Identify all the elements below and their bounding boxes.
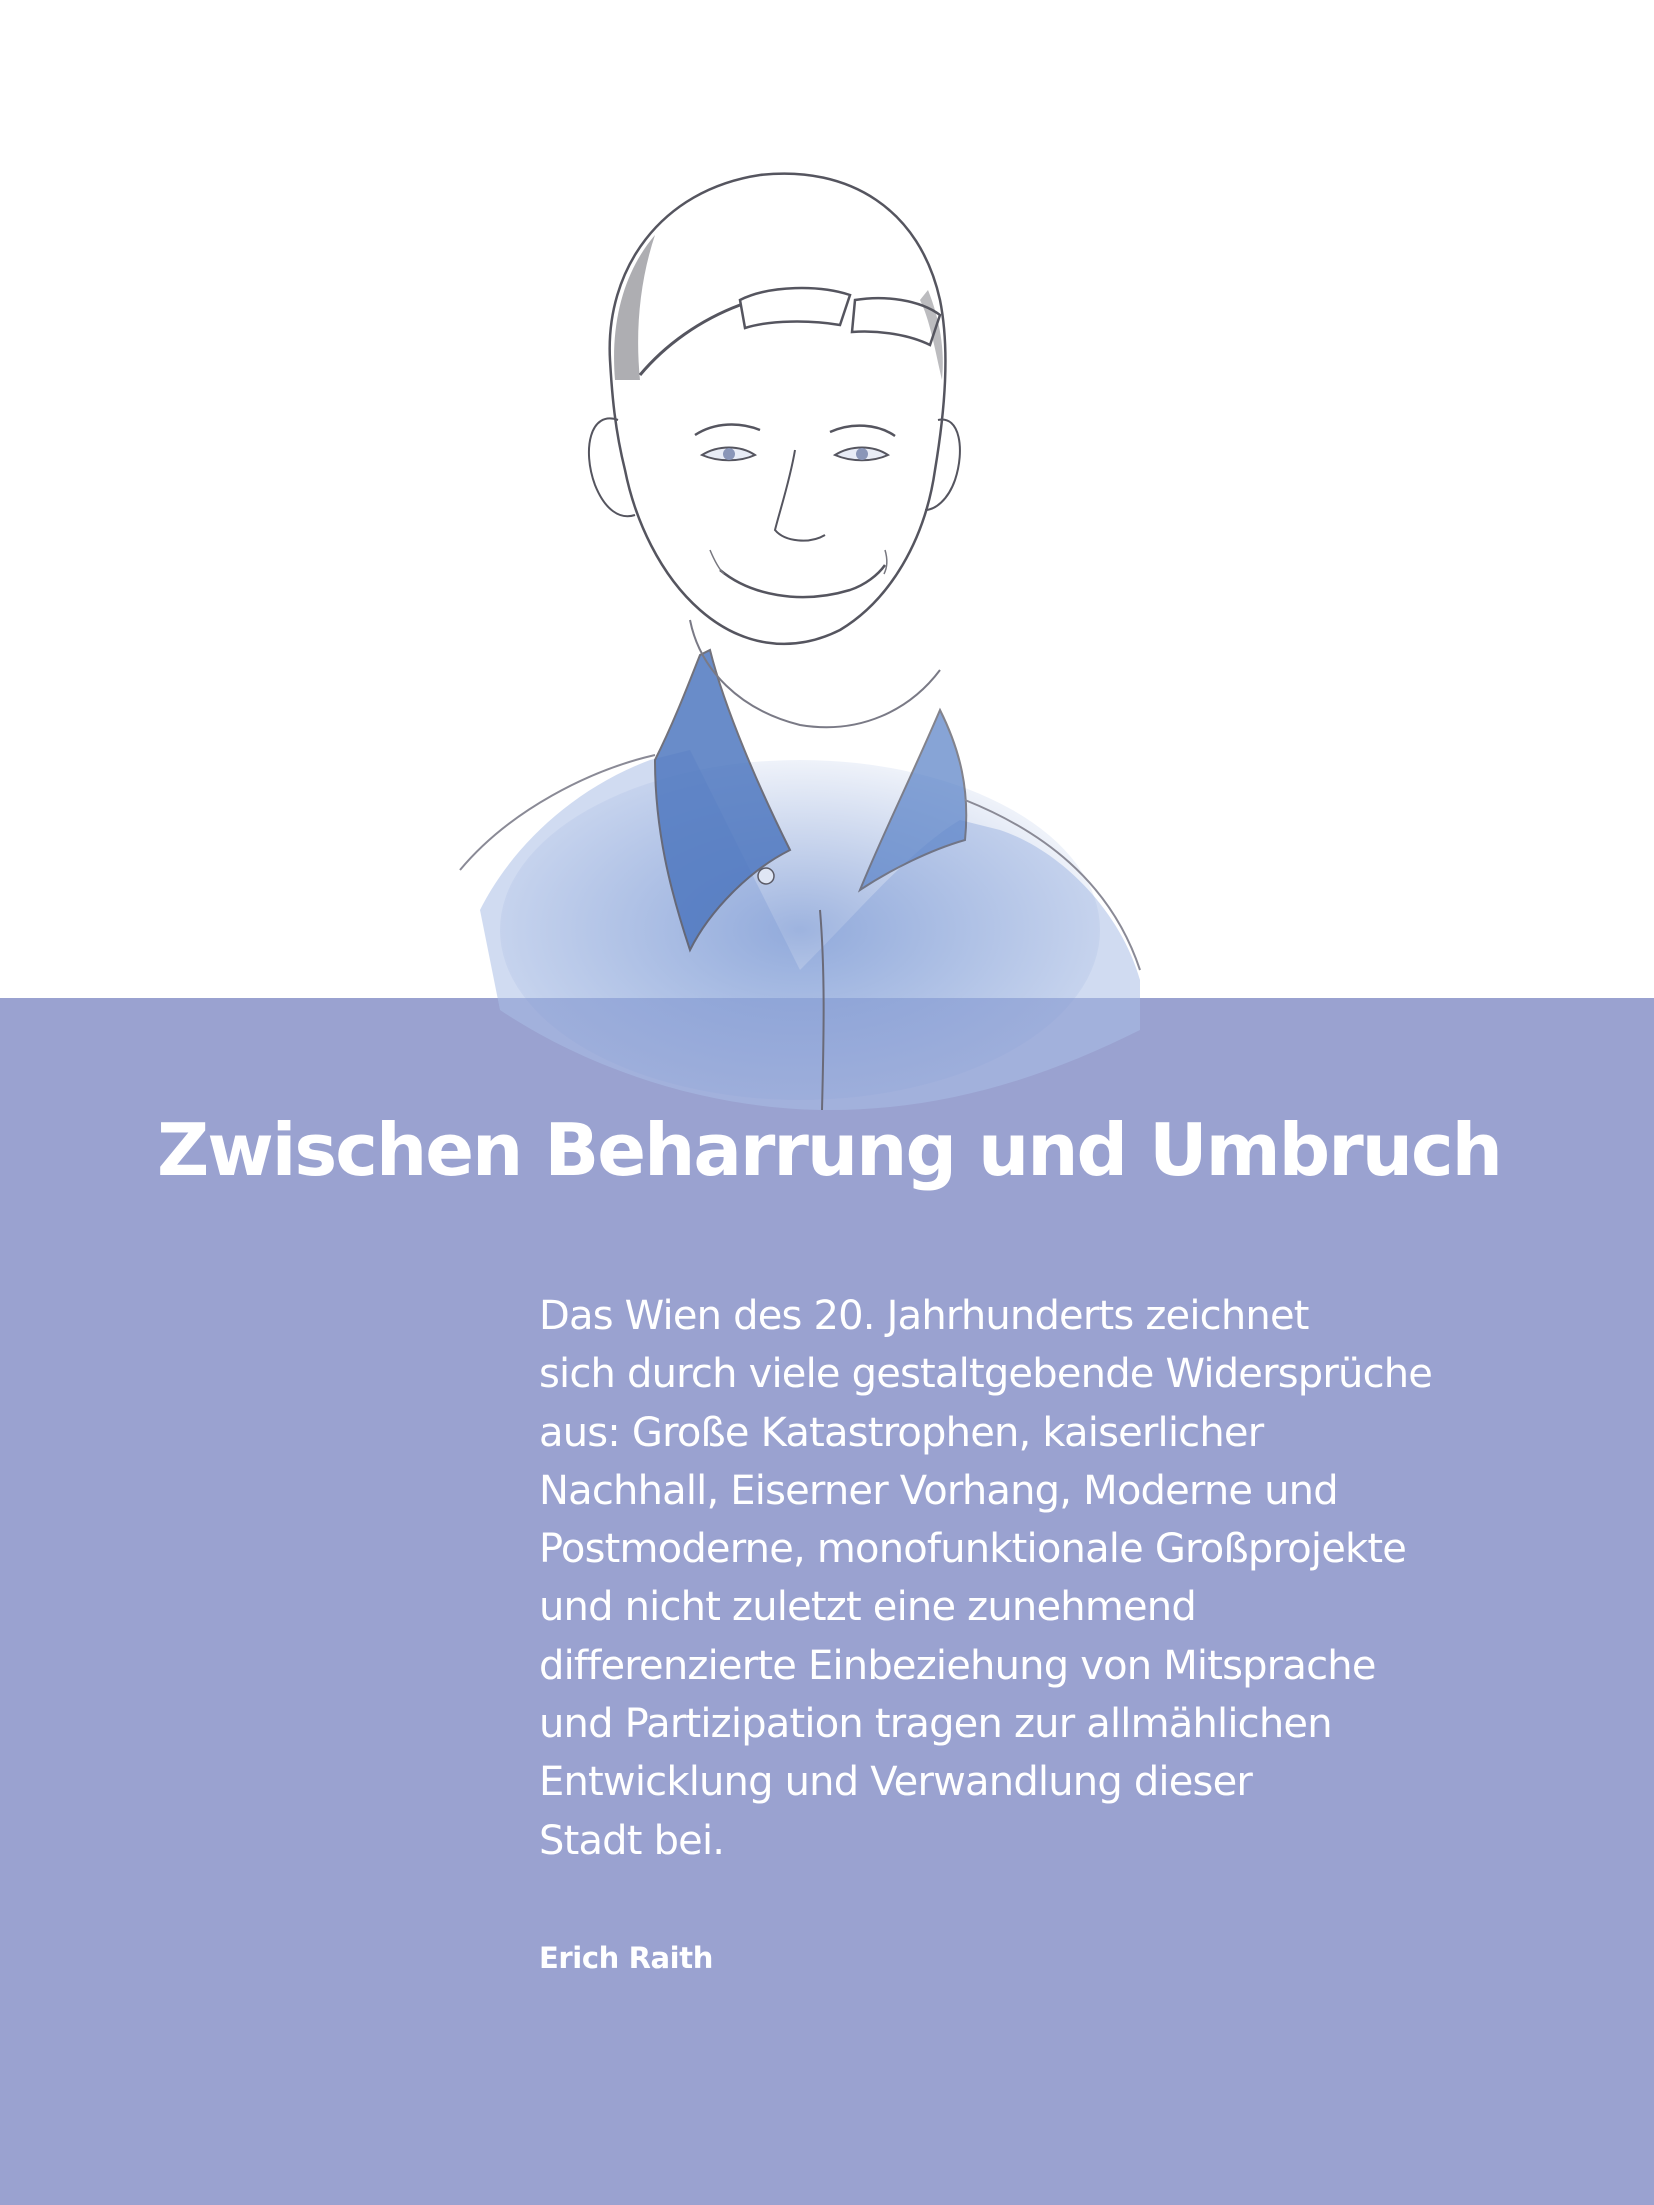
body-text <box>539 1287 1539 1870</box>
body-line: Das Wien des 20. Jahrhunderts zeichnet <box>539 1293 1309 1339</box>
body-line: Nachhall, Eiserner Vorhang, Moderne und <box>539 1467 1338 1514</box>
portrait-illustration <box>440 150 1200 1130</box>
page-title: Zwischen Beharrung und Umbruch <box>157 1108 1501 1192</box>
body-line: Entwicklung und Verwandlung dieser <box>539 1759 1253 1806</box>
body-line: und nicht zuletzt eine zunehmend <box>539 1584 1196 1631</box>
body-line: differenzierte Einbeziehung von Mitsprache <box>539 1642 1376 1689</box>
body-line: Postmoderne, monofunktionale Großprojekte <box>539 1526 1407 1573</box>
body-line: sich durch viele gestaltgebende Widersprüche <box>539 1351 1433 1398</box>
body-line: aus: Große Katastrophen, kaiserlicher <box>539 1409 1264 1456</box>
body-line: und Partizipation tragen zur allmählichen <box>539 1701 1332 1748</box>
body-line: Stadt bei. <box>539 1817 725 1864</box>
author-name: Erich Raith <box>539 1941 713 1975</box>
